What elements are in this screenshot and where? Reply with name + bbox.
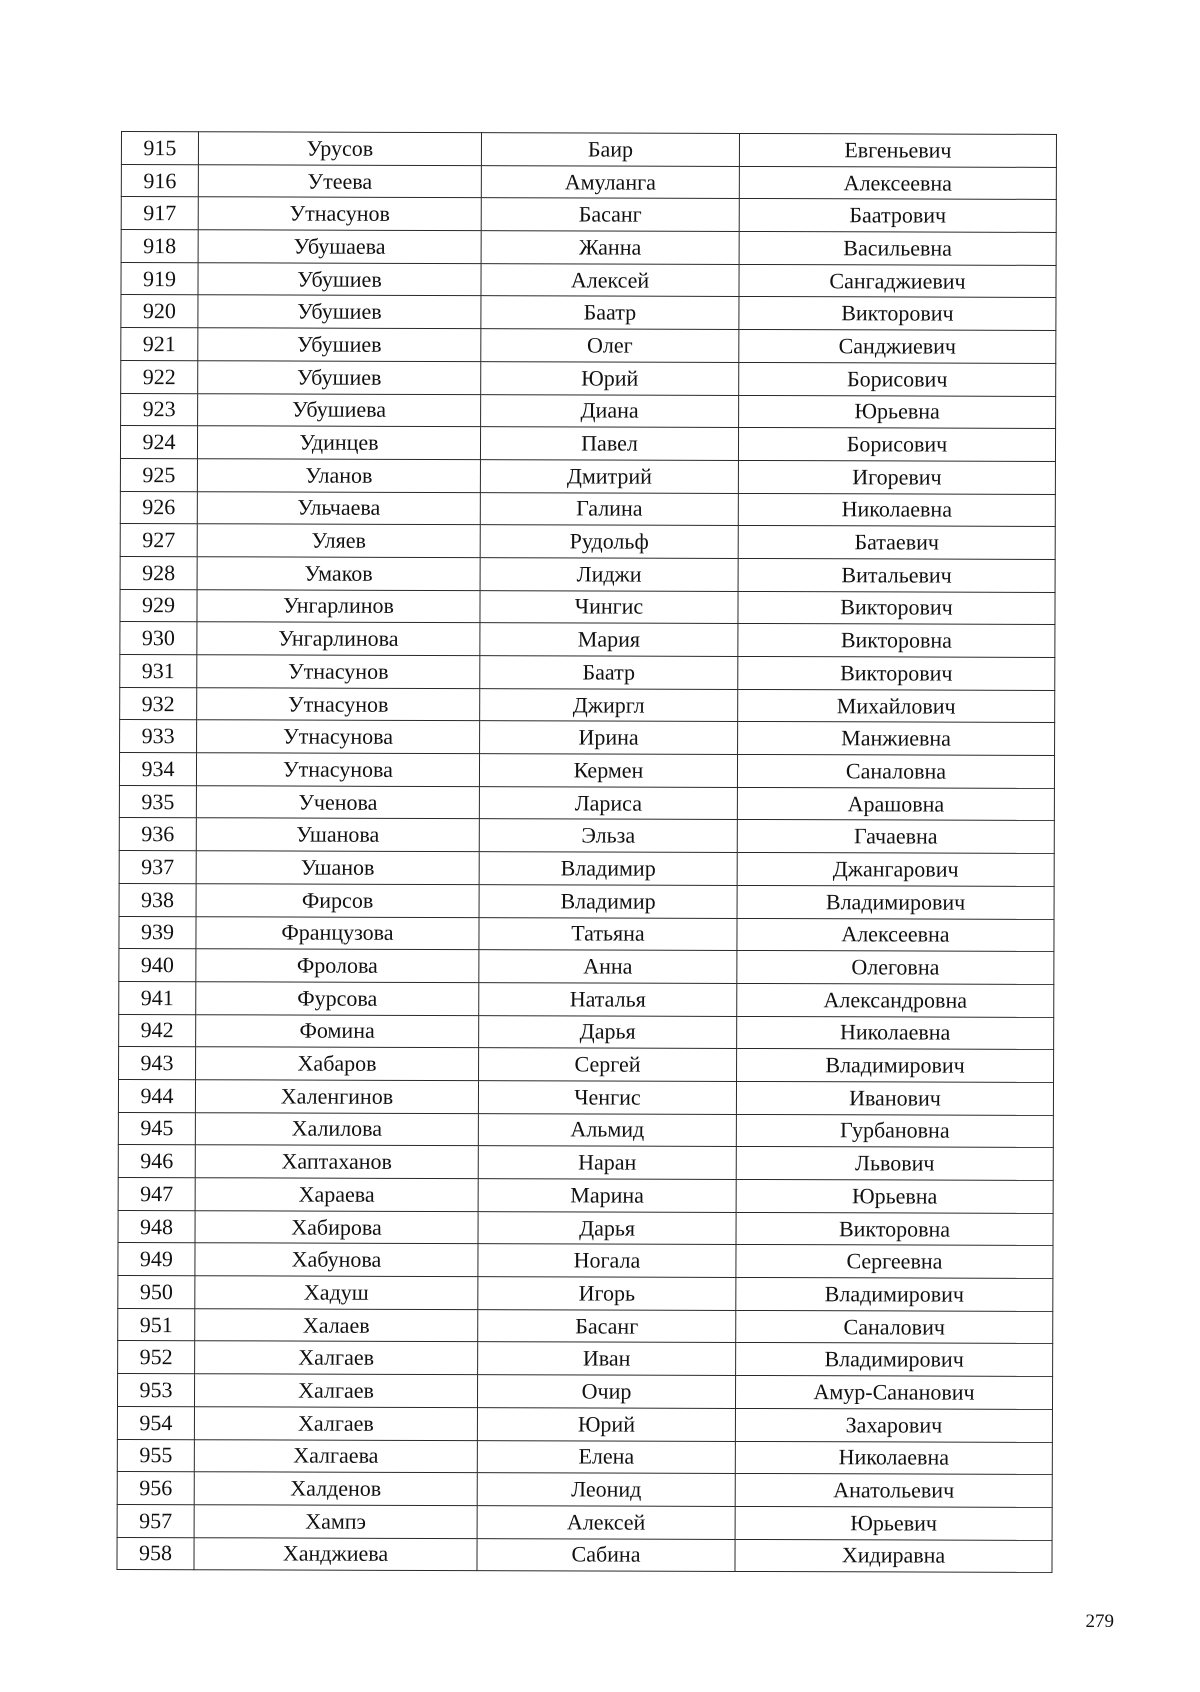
patronymic-cell: Викторович — [738, 656, 1055, 690]
patronymic-cell: Хидиравна — [735, 1539, 1052, 1573]
row-number-cell: 923 — [121, 393, 198, 426]
row-number-cell: 946 — [118, 1145, 195, 1178]
table-row — [121, 393, 1056, 429]
patronymic-cell: Михайлович — [738, 689, 1055, 723]
first-name-cell: Ирина — [480, 721, 738, 754]
surname-cell: Убушаева — [198, 230, 481, 264]
surname-cell: Умаков — [197, 557, 480, 591]
first-name-cell: Владимир — [479, 884, 737, 917]
patronymic-cell: Санджиевич — [739, 330, 1056, 364]
name-list-body — [117, 132, 1057, 1573]
table-row — [118, 1145, 1053, 1181]
first-name-cell: Сабина — [477, 1538, 735, 1571]
surname-cell: Халенгинов — [195, 1080, 478, 1114]
surname-cell: Утнасунов — [197, 687, 480, 721]
surname-cell: Фомина — [196, 1014, 479, 1048]
first-name-cell: Жанна — [481, 231, 739, 264]
first-name-cell: Галина — [480, 492, 738, 525]
table-row — [119, 1047, 1054, 1083]
surname-cell: Халаев — [195, 1308, 478, 1342]
first-name-cell: Кермен — [479, 754, 737, 787]
surname-cell: Халгаев — [194, 1407, 477, 1441]
surname-cell: Убушиева — [198, 393, 481, 427]
page-number: 279 — [1085, 1611, 1114, 1632]
first-name-cell: Леонид — [477, 1473, 735, 1506]
surname-cell: Убушиев — [198, 295, 481, 329]
table-row — [120, 458, 1055, 494]
table-row — [121, 328, 1056, 364]
surname-cell: Хампэ — [194, 1505, 477, 1539]
patronymic-cell: Игоревич — [738, 460, 1055, 494]
first-name-cell: Наталья — [479, 983, 737, 1016]
patronymic-cell: Гачаевна — [737, 820, 1054, 854]
row-number-cell: 942 — [119, 1014, 196, 1047]
row-number-cell: 955 — [117, 1439, 194, 1472]
surname-cell: Утнасунов — [197, 655, 480, 689]
table-row — [121, 197, 1056, 233]
table-row — [120, 720, 1055, 756]
row-number-cell: 924 — [120, 426, 197, 459]
surname-cell: Фурсова — [196, 982, 479, 1016]
table-row — [119, 916, 1054, 952]
row-number-cell: 929 — [120, 589, 197, 622]
first-name-cell: Юрий — [477, 1407, 735, 1440]
row-number-cell: 932 — [120, 687, 197, 720]
first-name-cell: Очир — [477, 1375, 735, 1408]
patronymic-cell: Борисович — [738, 428, 1055, 462]
row-number-cell: 950 — [118, 1276, 195, 1309]
first-name-cell: Марина — [478, 1179, 736, 1212]
surname-cell: Хадуш — [195, 1276, 478, 1310]
row-number-cell: 933 — [120, 720, 197, 753]
patronymic-cell: Викторовна — [738, 624, 1055, 658]
surname-cell: Уланов — [197, 459, 480, 493]
table-row — [121, 262, 1056, 298]
table-row — [117, 1374, 1052, 1410]
first-name-cell: Павел — [480, 427, 738, 460]
surname-cell: Ушанов — [196, 851, 479, 885]
row-number-cell: 944 — [118, 1079, 195, 1112]
patronymic-cell: Владимирович — [737, 885, 1054, 919]
table-row — [119, 753, 1054, 789]
surname-cell: Утнасунов — [198, 197, 481, 231]
patronymic-cell: Владимирович — [737, 1049, 1054, 1083]
first-name-cell: Елена — [477, 1440, 735, 1473]
table-row — [118, 1210, 1053, 1246]
first-name-cell: Татьяна — [479, 917, 737, 950]
table-row — [120, 687, 1055, 723]
row-number-cell: 937 — [119, 851, 196, 884]
first-name-cell: Ченгис — [478, 1081, 736, 1114]
row-number-cell: 922 — [121, 360, 198, 393]
surname-cell: Хаптаханов — [195, 1145, 478, 1179]
first-name-cell: Сергей — [479, 1048, 737, 1081]
surname-cell: Унгарлинов — [197, 589, 480, 623]
table-row — [117, 1439, 1052, 1475]
row-number-cell: 947 — [118, 1177, 195, 1210]
row-number-cell: 920 — [121, 295, 198, 328]
table-row — [120, 589, 1055, 625]
patronymic-cell: Сергеевна — [736, 1245, 1053, 1279]
row-number-cell: 954 — [117, 1406, 194, 1439]
table-row — [121, 164, 1056, 200]
first-name-cell: Дмитрий — [480, 460, 738, 493]
table-row — [119, 883, 1054, 919]
patronymic-cell: Александровна — [737, 983, 1054, 1017]
patronymic-cell: Амур-Сананович — [735, 1376, 1052, 1410]
row-number-cell: 921 — [121, 328, 198, 361]
patronymic-cell: Джангарович — [737, 853, 1054, 887]
table-row — [120, 524, 1055, 560]
surname-cell: Удинцев — [197, 426, 480, 460]
surname-cell: Халденов — [194, 1472, 477, 1506]
row-number-cell: 935 — [119, 785, 196, 818]
surname-cell: Ханджиева — [194, 1537, 477, 1571]
row-number-cell: 928 — [120, 556, 197, 589]
first-name-cell: Анна — [479, 950, 737, 983]
row-number-cell: 953 — [117, 1374, 194, 1407]
table-row — [117, 1472, 1052, 1508]
patronymic-cell: Львович — [736, 1147, 1053, 1181]
patronymic-cell: Сангаджиевич — [739, 264, 1056, 298]
row-number-cell: 957 — [117, 1504, 194, 1537]
row-number-cell: 938 — [119, 883, 196, 916]
patronymic-cell: Баатрович — [739, 199, 1056, 233]
surname-cell: Халгаев — [195, 1341, 478, 1375]
patronymic-cell: Евгеньевич — [739, 133, 1056, 167]
row-number-cell: 930 — [120, 622, 197, 655]
patronymic-cell: Николаевна — [738, 493, 1055, 527]
surname-cell: Халилова — [195, 1112, 478, 1146]
table-row — [120, 556, 1055, 592]
surname-cell: Фирсов — [196, 884, 479, 918]
surname-cell: Утеева — [198, 164, 481, 198]
patronymic-cell: Арашовна — [737, 787, 1054, 821]
table-row — [119, 1014, 1054, 1050]
surname-cell: Ученова — [196, 785, 479, 819]
first-name-cell: Чингис — [480, 590, 738, 623]
row-number-cell: 943 — [119, 1047, 196, 1080]
surname-cell: Фролова — [196, 949, 479, 983]
patronymic-cell: Гурбановна — [736, 1114, 1053, 1148]
surname-cell: Хабаров — [196, 1047, 479, 1081]
table-row — [118, 1341, 1053, 1377]
patronymic-cell: Владимирович — [736, 1343, 1053, 1377]
table-row — [120, 426, 1055, 462]
row-number-cell: 941 — [119, 981, 196, 1014]
table-row — [118, 1079, 1053, 1115]
row-number-cell: 915 — [121, 132, 198, 165]
first-name-cell: Баатр — [481, 296, 739, 329]
table-row — [119, 818, 1054, 854]
first-name-cell: Рудольф — [480, 525, 738, 558]
surname-cell: Урусов — [198, 132, 481, 166]
row-number-cell: 939 — [119, 916, 196, 949]
table-row — [121, 132, 1056, 168]
table-row — [121, 230, 1056, 266]
surname-cell: Убушиев — [198, 361, 481, 395]
table-row — [121, 360, 1056, 396]
first-name-cell: Алексей — [481, 263, 739, 296]
first-name-cell: Диана — [481, 394, 739, 427]
patronymic-cell: Борисович — [739, 362, 1056, 396]
patronymic-cell: Викторович — [738, 591, 1055, 625]
surname-cell: Утнасунова — [197, 720, 480, 754]
patronymic-cell: Викторовна — [736, 1212, 1053, 1246]
first-name-cell: Игорь — [478, 1277, 736, 1310]
patronymic-cell: Саналовна — [737, 755, 1054, 789]
surname-cell: Убушиев — [198, 262, 481, 296]
first-name-cell: Басанг — [481, 198, 739, 231]
table-row — [117, 1406, 1052, 1442]
row-number-cell: 958 — [117, 1537, 194, 1570]
first-name-cell: Лиджи — [480, 558, 738, 591]
patronymic-cell: Викторович — [739, 297, 1056, 331]
table-row — [120, 491, 1055, 527]
row-number-cell: 956 — [117, 1472, 194, 1505]
row-number-cell: 940 — [119, 949, 196, 982]
patronymic-cell: Юрьевна — [736, 1179, 1053, 1213]
first-name-cell: Лариса — [479, 786, 737, 819]
surname-cell: Халгаева — [194, 1439, 477, 1473]
table-row — [118, 1308, 1053, 1344]
patronymic-cell: Витальевич — [738, 558, 1055, 592]
row-number-cell: 945 — [118, 1112, 195, 1145]
row-number-cell: 916 — [121, 164, 198, 197]
table-row — [120, 622, 1055, 658]
table-row — [118, 1112, 1053, 1148]
first-name-cell: Амуланга — [481, 165, 739, 198]
table-row — [119, 949, 1054, 985]
surname-cell: Убушиев — [198, 328, 481, 362]
first-name-cell: Алексей — [477, 1506, 735, 1539]
table-row — [119, 785, 1054, 821]
surname-cell: Хараева — [195, 1178, 478, 1212]
first-name-cell: Эльза — [479, 819, 737, 852]
table-row — [121, 295, 1056, 331]
patronymic-cell: Саналович — [736, 1310, 1053, 1344]
patronymic-cell: Манжиевна — [738, 722, 1055, 756]
table-row — [120, 654, 1055, 690]
row-number-cell: 949 — [118, 1243, 195, 1276]
patronymic-cell: Захарович — [735, 1408, 1052, 1442]
table-row — [118, 1276, 1053, 1312]
patronymic-cell: Алексеевна — [739, 166, 1056, 200]
first-name-cell: Баир — [481, 133, 739, 166]
row-number-cell: 918 — [121, 230, 198, 263]
row-number-cell: 926 — [120, 491, 197, 524]
patronymic-cell: Николаевна — [735, 1441, 1052, 1475]
patronymic-cell: Иванович — [736, 1081, 1053, 1115]
patronymic-cell: Владимирович — [736, 1277, 1053, 1311]
row-number-cell: 931 — [120, 654, 197, 687]
row-number-cell: 917 — [121, 197, 198, 230]
first-name-cell: Альмид — [478, 1113, 736, 1146]
first-name-cell: Мария — [480, 623, 738, 656]
patronymic-cell: Олеговна — [737, 951, 1054, 985]
first-name-cell: Басанг — [478, 1309, 736, 1342]
surname-cell: Хабирова — [195, 1210, 478, 1244]
surname-cell: Халгаев — [194, 1374, 477, 1408]
patronymic-cell: Батаевич — [738, 526, 1055, 560]
table-row — [119, 851, 1054, 887]
row-number-cell: 927 — [120, 524, 197, 557]
first-name-cell: Дарья — [479, 1015, 737, 1048]
surname-cell: Ульчаева — [197, 491, 480, 525]
surname-cell: Унгарлинова — [197, 622, 480, 656]
table-row — [117, 1537, 1052, 1573]
first-name-cell: Юрий — [481, 361, 739, 394]
patronymic-cell: Юрьевна — [739, 395, 1056, 429]
patronymic-cell: Васильевна — [739, 232, 1056, 266]
patronymic-cell: Алексеевна — [737, 918, 1054, 952]
first-name-cell: Джиргл — [480, 688, 738, 721]
row-number-cell: 934 — [119, 753, 196, 786]
surname-cell: Французова — [196, 916, 479, 950]
first-name-cell: Владимир — [479, 852, 737, 885]
table-row — [119, 981, 1054, 1017]
row-number-cell: 952 — [118, 1341, 195, 1374]
row-number-cell: 951 — [118, 1308, 195, 1341]
surname-cell: Хабунова — [195, 1243, 478, 1277]
row-number-cell: 925 — [120, 458, 197, 491]
first-name-cell: Наран — [478, 1146, 736, 1179]
row-number-cell: 919 — [121, 262, 198, 295]
surname-cell: Уляев — [197, 524, 480, 558]
first-name-cell: Баатр — [480, 656, 738, 689]
table-row — [118, 1243, 1053, 1279]
table-row — [118, 1177, 1053, 1213]
first-name-cell: Олег — [481, 329, 739, 362]
patronymic-cell: Анатольевич — [735, 1474, 1052, 1508]
first-name-cell: Ногала — [478, 1244, 736, 1277]
patronymic-cell: Юрьевич — [735, 1506, 1052, 1540]
first-name-cell: Дарья — [478, 1211, 736, 1244]
table-row — [117, 1504, 1052, 1540]
surname-cell: Утнасунова — [196, 753, 479, 787]
row-number-cell: 936 — [119, 818, 196, 851]
patronymic-cell: Николаевна — [737, 1016, 1054, 1050]
name-list-table — [116, 131, 1057, 1573]
row-number-cell: 948 — [118, 1210, 195, 1243]
first-name-cell: Иван — [478, 1342, 736, 1375]
surname-cell: Ушанова — [196, 818, 479, 852]
